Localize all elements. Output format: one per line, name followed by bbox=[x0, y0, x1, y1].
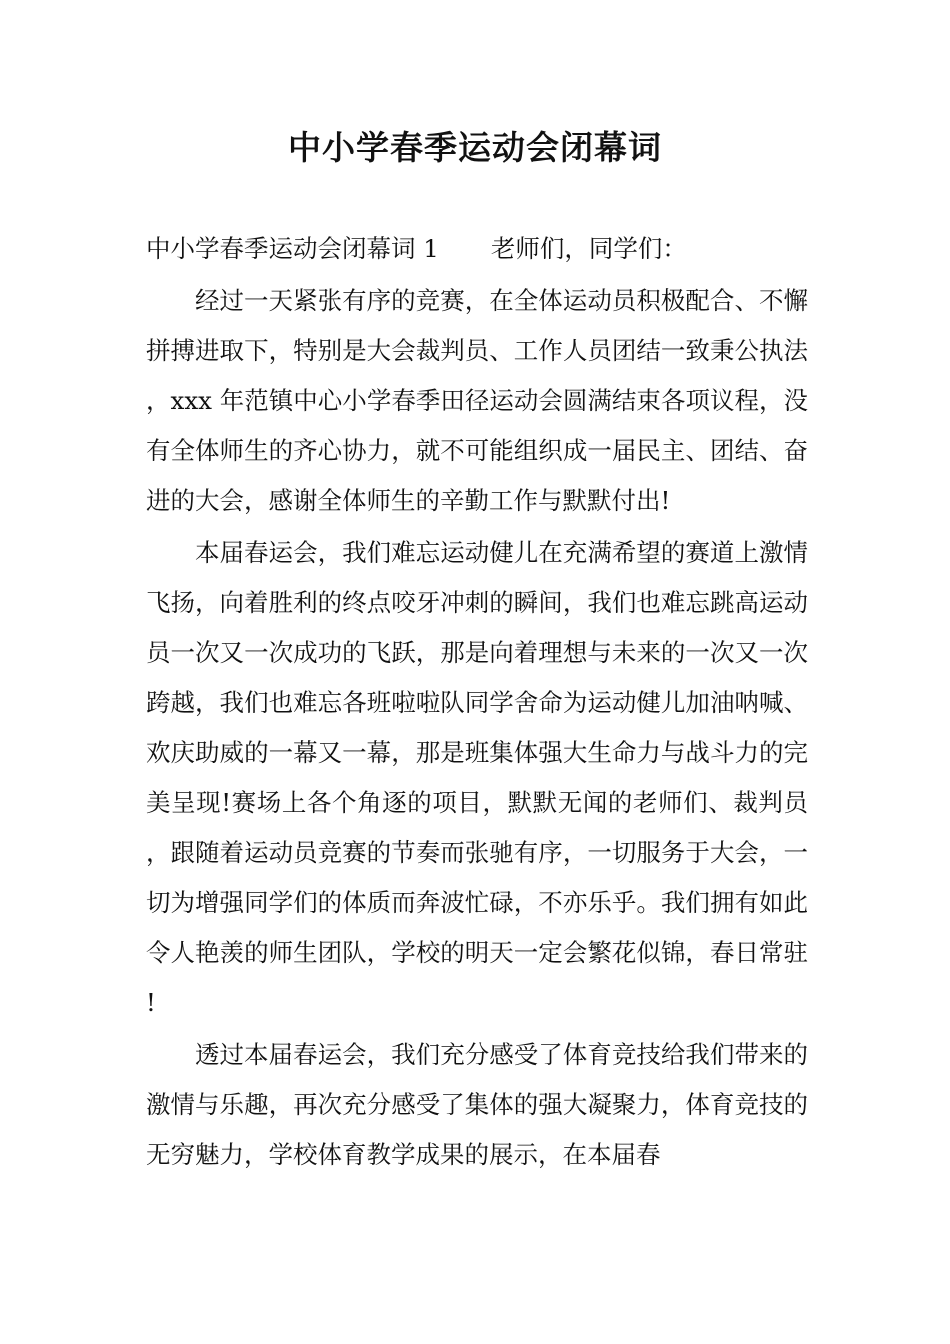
paragraph-1: 经过一天紧张有序的竞赛，在全体运动员积极配合、不懈拼搏进取下，特别是大会裁判员、工作人员团结一致秉公执法，xxx 年范镇中心小学春季田径运动会圆满结束各项议程，没有全体师生的齐心协力，就不可能组织成一届民主、团结、奋进的大会，感谢全体师生的辛勤工作与默默付出! bbox=[146, 286, 808, 515]
document-body bbox=[146, 224, 808, 1182]
paragraph-3: 透过本届春运会，我们充分感受了体育竞技给我们带来的激情与乐趣，再次充分感受了集体的强大凝聚力，体育竞技的无穷魅力，学校体育教学成果的展示，在本届春 bbox=[146, 1040, 808, 1169]
section-subtitle: 中小学春季运动会闭幕词 1 bbox=[146, 234, 439, 263]
paragraph-2: 本届春运会，我们难忘运动健儿在充满希望的赛道上激情飞扬，向着胜利的终点咬牙冲刺的瞬间，我们也难忘跳高运动员一次又一次成功的飞跃，那是向着理想与未来的一次又一次跨越，我们也难忘各班啦啦队同学舍命为运动健儿加油呐喊、欢庆助威的一幕又一幕，那是班集体强大生命力与战斗力的完美呈现!赛场上各个角逐的项目，默默无闻的老师们、裁判员，跟随着运动员竞赛的节奏而张驰有序，一切服务于大会，一切为增强同学们的体质而奔波忙碌，不亦乐乎。我们拥有如此令人艳羡的师生团队，学校的明天一定会繁花似锦，春日常驻! bbox=[146, 538, 808, 1017]
salutation: 老师们，同学们： bbox=[490, 234, 687, 263]
heading-line bbox=[146, 224, 808, 274]
document-title: 中小学春季运动会闭幕词 bbox=[288, 128, 662, 167]
